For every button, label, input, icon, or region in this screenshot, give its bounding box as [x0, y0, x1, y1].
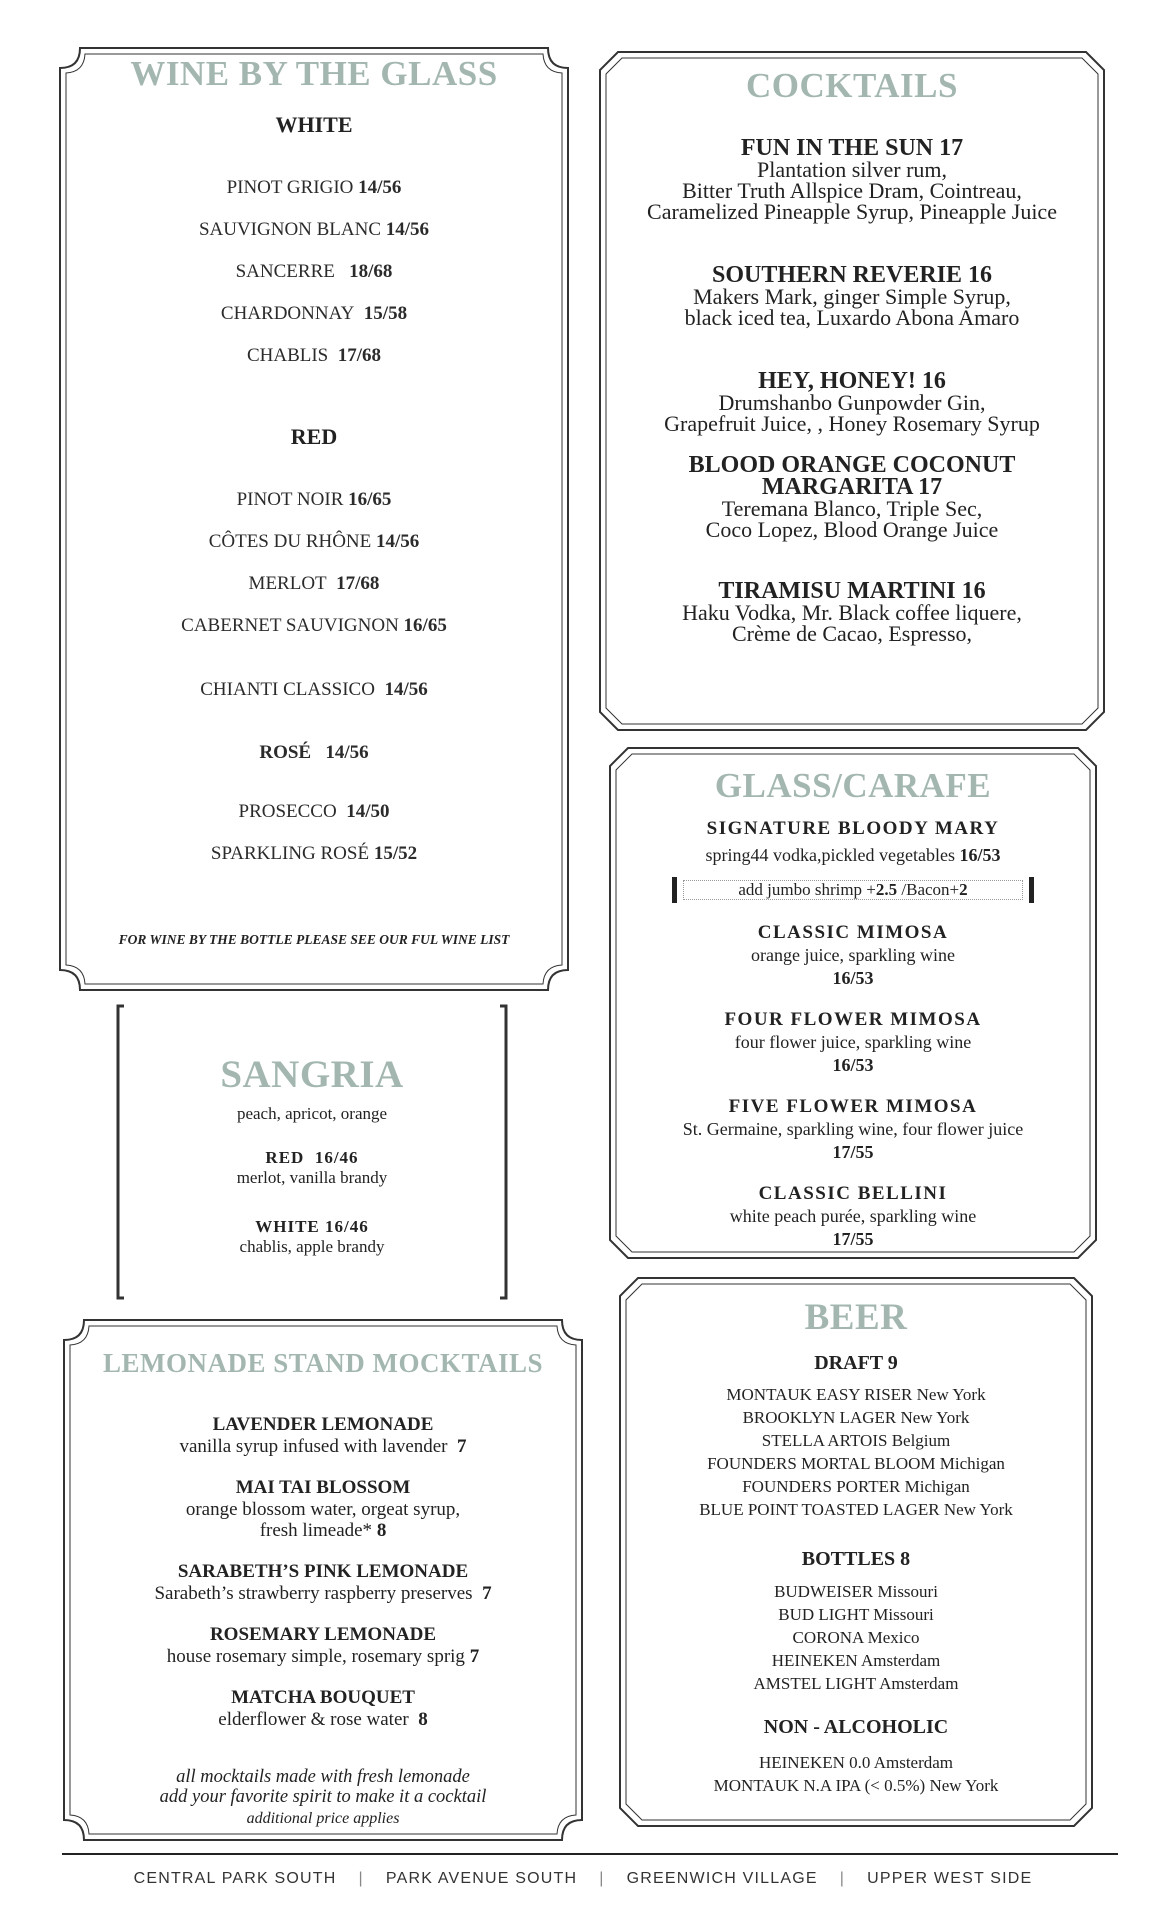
- non-alcoholic-heading: NON - ALCOHOLIC: [763, 1716, 949, 1738]
- beer-item: STELLA ARTOIS Belgium: [761, 1431, 951, 1450]
- glass-carafe-title: GLASS/CARAFE: [714, 766, 992, 805]
- carafe-item-name: FOUR FLOWER MIMOSA: [724, 1009, 982, 1030]
- mocktail-item: MATCHA BOUQUET elderflower & rose water 8: [62, 1687, 584, 1730]
- wine-bottle-note: FOR WINE BY THE BOTTLE PLEASE SEE OUR FUL WINE LIST: [118, 932, 510, 947]
- glass-carafe-panel: [608, 746, 1098, 1260]
- footer-separator: |: [599, 1870, 605, 1887]
- carafe-item: CLASSIC BELLINI white peach purée, sparkling wine 17/55: [608, 1183, 1098, 1251]
- draft-heading: DRAFT 9: [814, 1352, 898, 1374]
- beer-item: HEINEKEN 0.0 Amsterdam: [758, 1753, 954, 1772]
- wine-item: CABERNET SAUVIGNON 16/65: [181, 615, 447, 636]
- carafe-item: CLASSIC MIMOSA orange juice, sparkling wine 16/53: [608, 922, 1098, 990]
- mocktail-item: LAVENDER LEMONADE vanilla syrup infused with lavender 7: [62, 1414, 584, 1457]
- beer-item: AMSTEL LIGHT Amsterdam: [753, 1674, 959, 1693]
- cocktail-name: BLOOD ORANGE COCONUT: [688, 452, 1016, 478]
- beer-item: BUDWEISER Missouri: [774, 1582, 938, 1601]
- beer-item: FOUNDERS PORTER Michigan: [742, 1477, 970, 1496]
- mocktail-item: ROSEMARY LEMONADE house rosemary simple, rosemary sprig 7: [62, 1624, 584, 1667]
- cocktail-name: SOUTHERN REVERIE 16: [711, 262, 993, 288]
- sangria-white: WHITE 16/46 chablis, apple brandy: [239, 1217, 385, 1256]
- cocktail-item: BLOOD ORANGE COCONUT MARGARITA 17 Teremana Blanco, Triple Sec, Coco Lopez, Blood Orange Juice: [598, 454, 1106, 540]
- sangria-title: SANGRIA: [220, 1053, 404, 1096]
- cocktail-item: SOUTHERN REVERIE 16 Makers Mark, ginger Simple Syrup, black iced tea, Luxardo Abona Amaro: [598, 264, 1106, 328]
- mocktail-item: SARABETH’S PINK LEMONADE Sarabeth’s strawberry raspberry preserves 7: [62, 1561, 584, 1604]
- mocktails-title: LEMONADE STAND MOCKTAILS: [102, 1348, 544, 1378]
- wine-title: WINE BY THE GLASS: [130, 54, 498, 93]
- wine-item: SPARKLING ROSÉ 15/52: [210, 843, 418, 864]
- wine-item: PINOT NOIR 16/65: [236, 489, 392, 510]
- beer-panel: [618, 1276, 1094, 1828]
- cocktail-name: TIRAMISU MARTINI 16: [718, 578, 986, 604]
- location-greenwich-village: GREENWICH VILLAGE: [626, 1870, 818, 1887]
- white-heading: WHITE: [275, 112, 353, 137]
- cocktail-name: MARGARITA 17: [761, 474, 943, 500]
- wine-item: SAUVIGNON BLANC 14/56: [198, 219, 430, 240]
- rose-item: ROSÉ 14/56: [259, 742, 369, 763]
- wine-item: CHABLIS 17/68: [246, 345, 382, 366]
- footer-separator: |: [839, 1870, 846, 1887]
- mocktail-name: LAVENDER LEMONADE: [212, 1414, 434, 1435]
- red-heading: RED: [290, 424, 338, 449]
- sangria-panel: [116, 1004, 508, 1300]
- beer-item: BUD LIGHT Missouri: [778, 1605, 934, 1624]
- wine-item: CHIANTI CLASSICO 14/56: [200, 679, 428, 700]
- wine-item: MERLOT 17/68: [248, 573, 380, 594]
- mocktail-name: MATCHA BOUQUET: [231, 1687, 415, 1708]
- non-alcoholic-list: [618, 1751, 1094, 1797]
- carafe-item-name: FIVE FLOWER MIMOSA: [728, 1096, 978, 1117]
- mocktail-name: ROSEMARY LEMONADE: [209, 1624, 437, 1645]
- mocktail-item: MAI TAI BLOSSOM orange blossom water, orgeat syrup, fresh limeade* 8: [62, 1477, 584, 1541]
- cocktail-name: FUN IN THE SUN 17: [740, 135, 964, 161]
- bloody-mary-name: SIGNATURE BLOODY MARY: [706, 818, 1000, 839]
- cocktail-name: HEY, HONEY! 16: [758, 368, 946, 394]
- draft-list: [618, 1383, 1094, 1521]
- location-central-park-south: CENTRAL PARK SOUTH: [133, 1870, 337, 1887]
- beer-item: HEINEKEN Amsterdam: [771, 1651, 941, 1670]
- location-park-avenue-south: PARK AVENUE SOUTH: [385, 1870, 578, 1887]
- mocktails-note: all mocktails made with fresh lemonade add your favorite spirit to make it a cocktail additional price applies: [159, 1767, 487, 1827]
- bloody-mary-desc: spring44 vodka,pickled vegetables 16/53: [705, 845, 1001, 865]
- cocktail-item: HEY, HONEY! 16 Drumshanbo Gunpowder Gin, Grapefruit Juice, , Honey Rosemary Syrup: [598, 370, 1106, 434]
- beer-item: CORONA Mexico: [792, 1628, 920, 1647]
- beer-item: BLUE POINT TOASTED LAGER New York: [699, 1500, 1013, 1519]
- mocktail-name: SARABETH’S PINK LEMONADE: [177, 1561, 469, 1582]
- mocktails-panel: [62, 1318, 584, 1842]
- cocktail-item: FUN IN THE SUN 17 Plantation silver rum, Bitter Truth Allspice Dram, Cointreau, Caramelized Pineapple Syrup, Pineapple Juice: [598, 137, 1106, 222]
- beer-title: BEER: [804, 1297, 908, 1338]
- mocktail-name: MAI TAI BLOSSOM: [235, 1477, 411, 1498]
- wine-item: PROSECCO 14/50: [238, 801, 390, 822]
- carafe-item-name: CLASSIC BELLINI: [758, 1183, 948, 1204]
- wine-by-the-glass-panel: [58, 46, 570, 992]
- cocktails-title: COCKTAILS: [746, 66, 958, 105]
- beer-item: MONTAUK EASY RISER New York: [726, 1385, 986, 1404]
- wine-item: PINOT GRIGIO 14/56: [226, 177, 402, 198]
- footer-separator: |: [358, 1870, 364, 1887]
- footer-rule: [62, 1853, 1118, 1855]
- beer-item: MONTAUK N.A IPA (< 0.5%) New York: [713, 1776, 999, 1795]
- bottles-heading: BOTTLES 8: [801, 1548, 911, 1570]
- cocktail-item: TIRAMISU MARTINI 16 Haku Vodka, Mr. Black coffee liquere, Crème de Cacao, Espresso,: [598, 580, 1106, 644]
- bloody-mary-addon: add jumbo shrimp +2.5 /Bacon+2: [672, 877, 1034, 903]
- bottles-list: [618, 1580, 1094, 1695]
- wine-item: SANCERRE 18/68: [235, 261, 393, 282]
- carafe-item: FOUR FLOWER MIMOSA four flower juice, sparkling wine 16/53: [608, 1009, 1098, 1077]
- carafe-item: FIVE FLOWER MIMOSA St. Germaine, sparkling wine, four flower juice 17/55: [608, 1096, 1098, 1164]
- footer-locations: [0, 1870, 1166, 1888]
- cocktails-panel: [598, 50, 1106, 732]
- wine-item: CÔTES DU RHÔNE 14/56: [208, 531, 420, 552]
- location-upper-west-side: UPPER WEST SIDE: [867, 1870, 1033, 1887]
- wine-item: CHARDONNAY 15/58: [220, 303, 408, 324]
- beer-item: FOUNDERS MORTAL BLOOM Michigan: [707, 1454, 1005, 1473]
- sangria-subtitle: peach, apricot, orange: [236, 1104, 388, 1123]
- sangria-red: RED 16/46 merlot, vanilla brandy: [236, 1148, 388, 1187]
- beer-item: BROOKLYN LAGER New York: [742, 1408, 970, 1427]
- carafe-item-name: CLASSIC MIMOSA: [757, 922, 949, 943]
